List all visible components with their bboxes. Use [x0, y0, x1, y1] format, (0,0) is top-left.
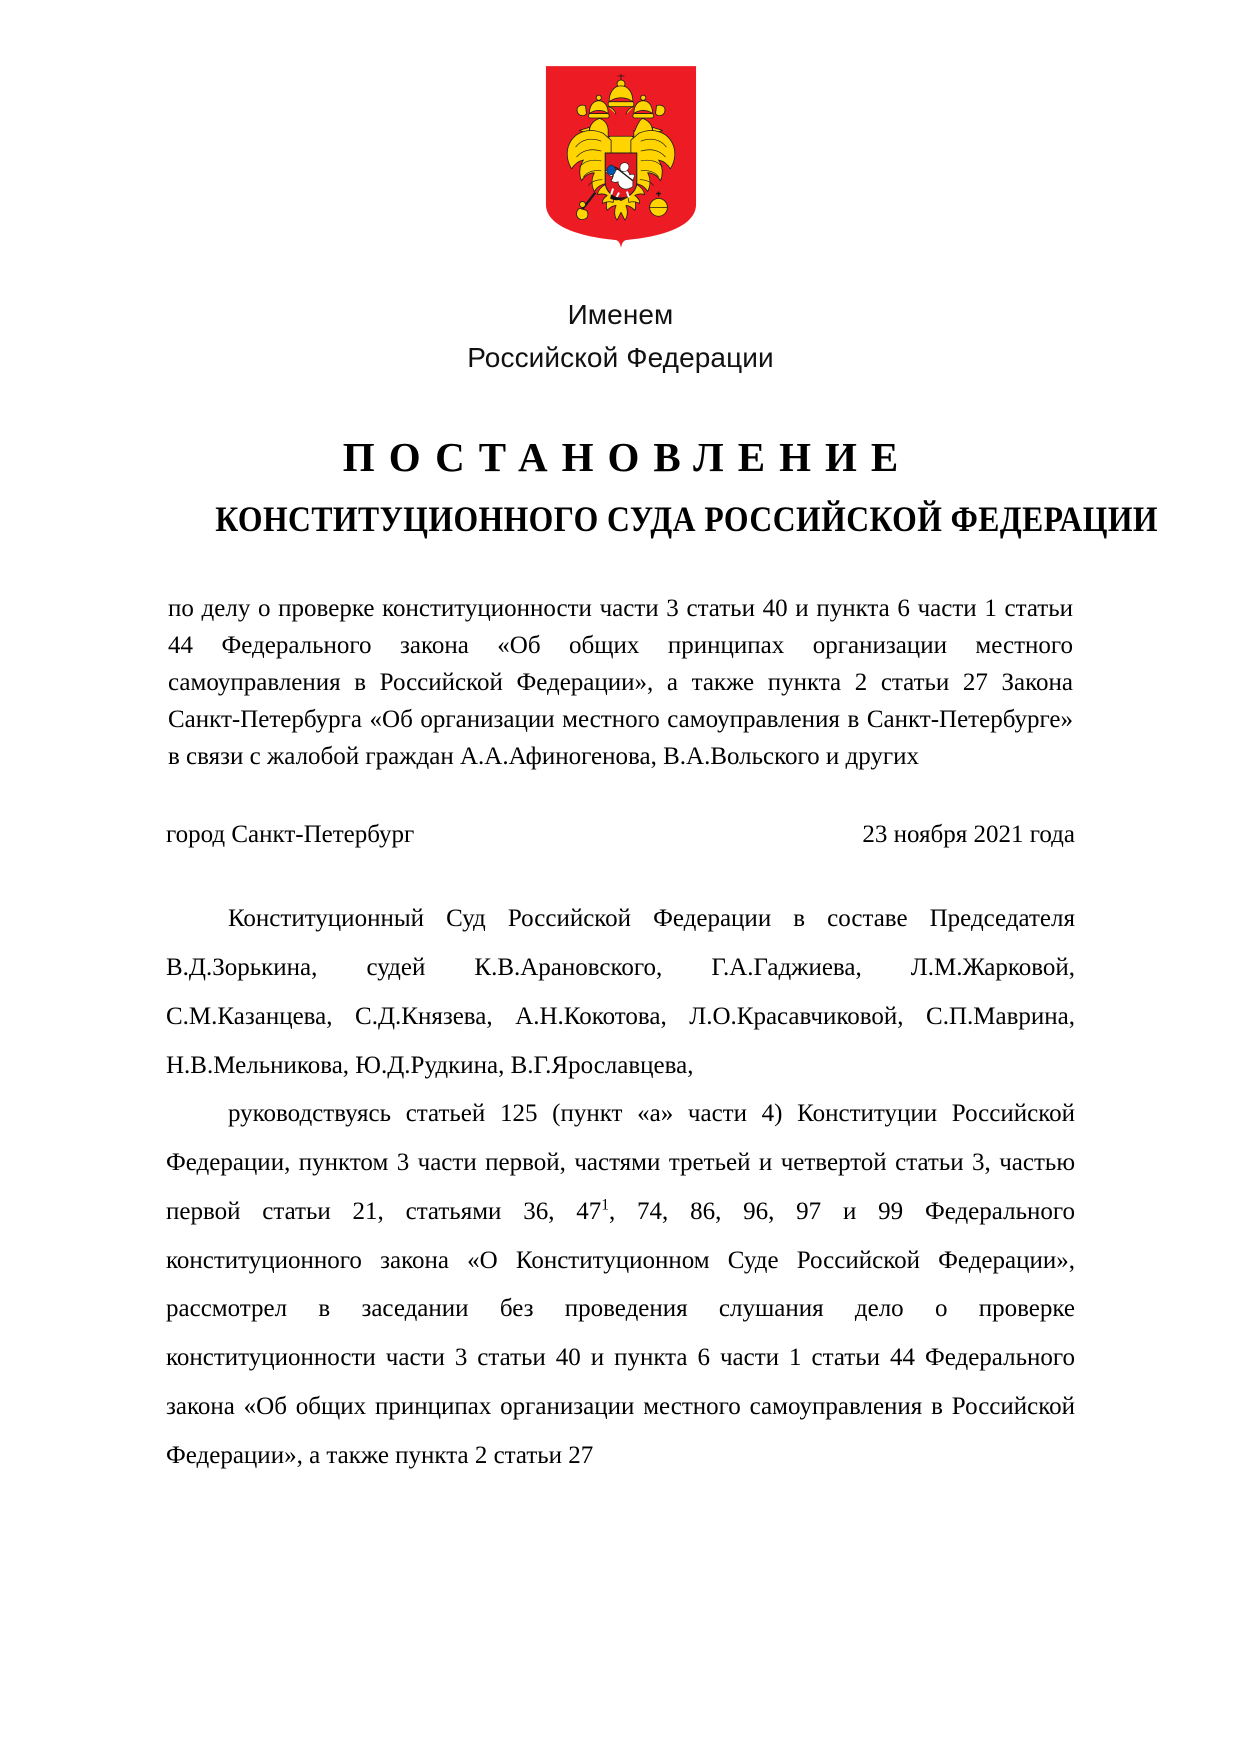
in-name-line-1: Именем [567, 299, 674, 330]
place-label: город Санкт-Петербург [166, 820, 415, 848]
emblem-container [160, 0, 1081, 252]
document-body [166, 895, 1075, 1480]
footnote-marker: 1 [601, 1196, 609, 1214]
date-label: 23 ноября 2021 года [862, 820, 1075, 848]
saint-george-escutcheon [605, 153, 637, 200]
body-paragraph-composition: Конституционный Суд Российской Федерации в составе Председателя В.Д.Зорькина, судей К.В.Арановского, Г.А.Гаджиева, Л.М.Жарковой, С.М.Казанцева, С.Д.Князева, А.Н.Кокотова, Л.О.Красавчиковой, С.П.Маврина, Н.В.Мельникова, Ю.Д.Рудкина, В.Г.Ярославцева, [166, 905, 1075, 1079]
legal-basis-after-footnote: , 74, 86, 96, 97 и 99 Федерального конституционного закона «О Конституционном Суде Российской Федерации», рассмотрел в заседании без проведения слушания дело о проверке конституционности части 3 статьи 40 и пункта 6 части 1 статьи 44 Федерального закона «Об общих принципах организации местного самоуправления в Российской Федерации», а также пункта 2 статьи 27 [166, 1197, 1075, 1469]
document-title: ПОСТАНОВЛЕНИЕ [342, 434, 913, 481]
place-and-date [166, 819, 1075, 852]
in-the-name-of-block [160, 294, 1081, 379]
case-description: по делу о проверке конституционности части 3 статьи 40 и пункта 6 части 1 статьи 44 Федерального закона «Об общих принципах организации местного самоуправления в Российской Федерации», а также пункта 2 статьи 27 Закона Санкт-Петербурга «Об организации местного самоуправления в Санкт-Петербурге» в связи с жалобой граждан А.А.Афиногенова, В.А.Вольского и других [168, 594, 1073, 770]
in-name-line-2: Российской Федерации [467, 341, 774, 373]
legal-basis-before-footnote: руководствуясь статьей 125 (пункт «а» части 4) Конституции Российской Федерации, пунктом 3 части первой, частями третьей и четвертой статьи 3, частью первой статьи 21, статьями 36, 47 [166, 1100, 1075, 1225]
coat-of-arms-of-russia-icon [542, 62, 700, 252]
document-subtitle: КОНСТИТУЦИОННОГО СУДА РОССИЙСКОЙ ФЕДЕРАЦИИ [215, 499, 1158, 540]
body-paragraph-legal-basis [166, 1090, 1075, 1480]
